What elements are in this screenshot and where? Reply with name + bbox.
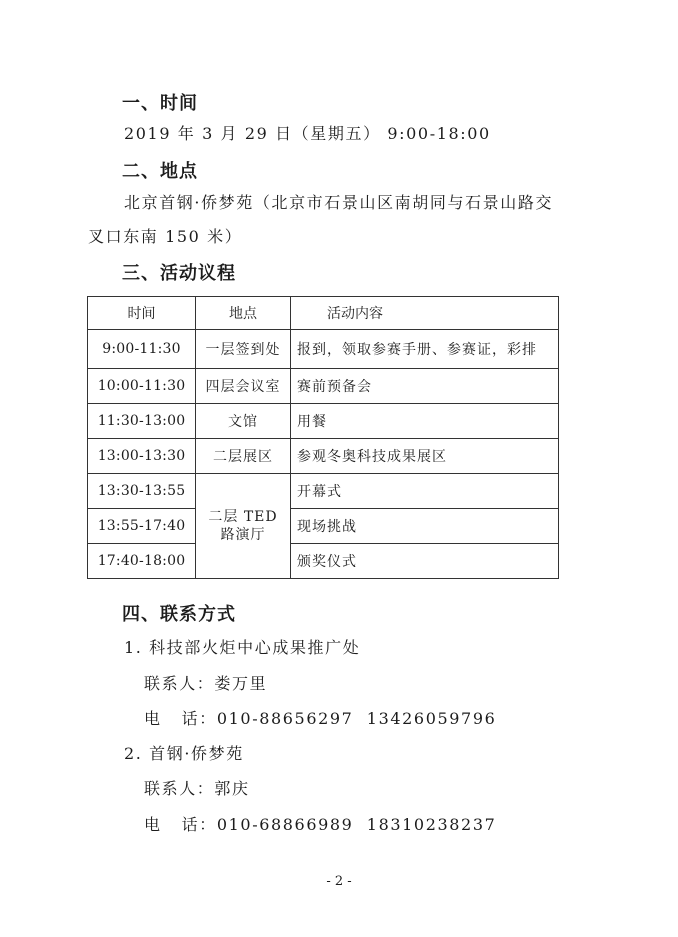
contact-org-2-phone: 电 话：010-68866989 18310238237 [144,815,497,834]
event-date-text: 2019 年 3 月 29 日（星期五） 9:00-18:00 [124,124,491,143]
section-heading-place: 二、地点 [122,161,198,182]
agenda-header-row [88,297,559,330]
place-text-line-1: 北京首钢·侨梦苑（北京市石景山区南胡同与石景山路交 [124,193,554,212]
row-place: 二层展区 [196,439,291,474]
section-heading-time: 一、时间 [122,93,198,114]
contact-org-1-person: 联系人：娄万里 [144,674,268,693]
table-row [88,544,559,579]
column-header-time: 时间 [88,297,196,330]
row-time: 11:30-13:00 [88,404,196,439]
row-activity: 用餐 [291,404,559,439]
row-activity: 报到，领取参赛手册、参赛证，彩排 [291,330,559,369]
table-row [88,404,559,439]
contact-org-1: 1. 科技部火炬中心成果推广处 [124,638,361,657]
table-row [88,509,559,544]
page-number: - 2 - [326,874,352,889]
contact-org-1-phone: 电 话：010-88656297 13426059796 [144,709,497,728]
row-activity: 颁奖仪式 [291,544,559,579]
column-header-activity: 活动内容 [291,297,559,330]
table-row [88,330,559,369]
table-row [88,369,559,404]
row-place: 文馆 [196,404,291,439]
row-time: 13:55-17:40 [88,509,196,544]
section-heading-contact: 四、联系方式 [122,604,236,625]
row-time: 17:40-18:00 [88,544,196,579]
section-heading-agenda: 三、活动议程 [122,263,236,284]
table-row [88,439,559,474]
agenda-table [87,296,559,579]
contact-org-2-person: 联系人：郭庆 [144,779,250,798]
contact-org-2: 2. 首钢·侨梦苑 [124,744,244,763]
row-time: 13:30-13:55 [88,474,196,509]
row-activity: 参观冬奥科技成果展区 [291,439,559,474]
row-time: 10:00-11:30 [88,369,196,404]
merged-place-line-2: 路演厅 [220,527,266,543]
column-header-place: 地点 [196,297,291,330]
row-activity: 现场挑战 [291,509,559,544]
row-place: 四层会议室 [196,369,291,404]
merged-place-cell [196,474,291,579]
row-time: 13:00-13:30 [88,439,196,474]
place-text-line-2: 叉口东南 150 米） [88,227,243,246]
row-time: 9:00-11:30 [88,330,196,369]
merged-place-line-1: 二层 TED [208,509,278,525]
row-place: 一层签到处 [196,330,291,369]
table-row [88,474,559,509]
row-activity: 赛前预备会 [291,369,559,404]
row-activity: 开幕式 [291,474,559,509]
